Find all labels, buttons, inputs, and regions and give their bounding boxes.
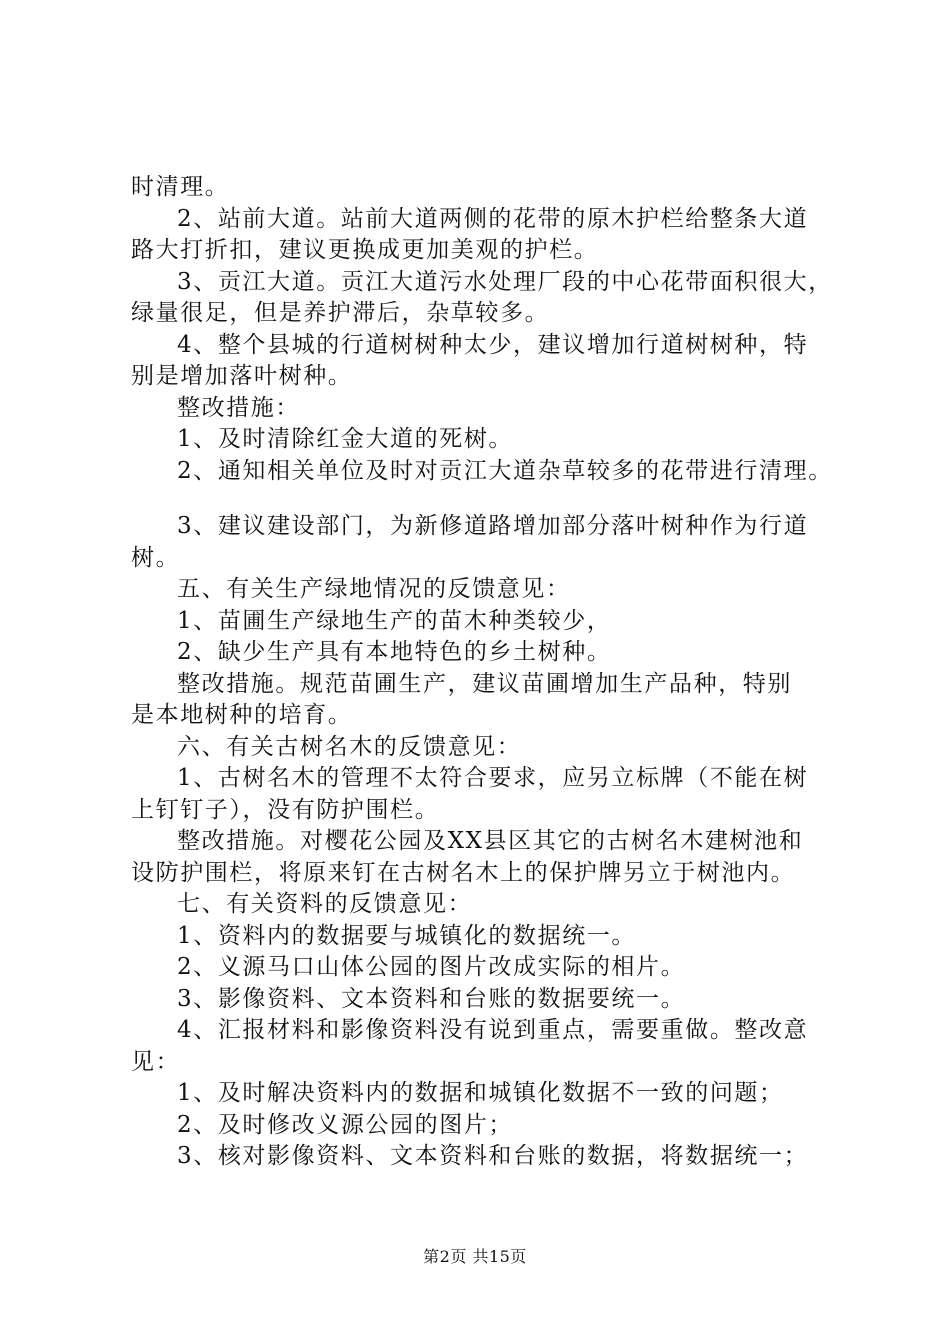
text-line: 绿量很足，但是养护滞后，杂草较多。 <box>131 300 550 326</box>
text-line: 设防护围栏，将原来钉在古树名木上的保护牌另立于树池内。 <box>131 859 796 886</box>
text-line: 整改措施。对樱花公园及XX县区其它的古树名木建树池和 <box>177 828 804 854</box>
text-line: 3、核对影像资料、文本资料和台账的数据，将数据统一； <box>177 1143 809 1169</box>
text-line: 时清理。 <box>131 174 230 200</box>
text-line: 上钉钉子），没有防护围栏。 <box>131 796 440 823</box>
text-line: 见： <box>131 1048 181 1075</box>
text-line: 2、义源马口山体公园的图片改成实际的相片。 <box>177 954 686 980</box>
page-number-footer: 第2页 共15页 <box>423 1247 527 1266</box>
section-heading: 六、有关古树名木的反馈意见： <box>177 733 522 760</box>
text-line: 2、通知相关单位及时对贡江大道杂草较多的花带进行清理。 <box>177 457 833 484</box>
text-line: 1、资料内的数据要与城镇化的数据统一。 <box>177 922 637 949</box>
text-line: 1、及时解决资料内的数据和城镇化数据不一致的问题； <box>177 1080 784 1106</box>
text-line: 3、影像资料、文本资料和台账的数据要统一。 <box>177 985 686 1012</box>
text-line: 1、古树名木的管理不太符合要求，应另立标牌（不能在树 <box>177 765 809 791</box>
text-line: 别是增加落叶树种。 <box>131 363 353 389</box>
text-line: 是本地树种的培育。 <box>131 702 353 728</box>
text-line: 树。 <box>131 544 181 571</box>
section-heading: 七、有关资料的反馈意见： <box>177 891 473 917</box>
section-heading: 五、有关生产绿地情况的反馈意见： <box>177 576 571 602</box>
text-line: 路大打折扣，建议更换成更加美观的护栏。 <box>131 237 599 263</box>
text-line: 2、及时修改义源公园的图片； <box>177 1111 514 1138</box>
section-heading: 整改措施： <box>177 394 300 421</box>
text-line: 3、建议建设部门，为新修道路增加部分落叶树种作为行道 <box>177 513 809 539</box>
text-line: 4、汇报材料和影像资料没有说到重点，需要重做。整改意 <box>177 1017 809 1043</box>
text-line: 3、贡江大道。贡江大道污水处理厂段的中心花带面积很大， <box>177 268 833 295</box>
text-line: 2、站前大道。站前大道两侧的花带的原木护栏给整条大道 <box>177 205 809 232</box>
document-body <box>131 172 851 1173</box>
text-line: 1、及时清除红金大道的死树。 <box>177 426 514 452</box>
text-line: 整改措施。规范苗圃生产，建议苗圃增加生产品种，特别 <box>177 670 792 697</box>
paragraph-gap <box>131 487 851 511</box>
text-line: 2、缺少生产具有本地特色的乡土树种。 <box>177 639 612 665</box>
text-line: 4、整个县城的行道树树种太少，建议增加行道树树种，特 <box>177 331 809 358</box>
text-line: 1、苗圃生产绿地生产的苗木种类较少， <box>177 607 612 634</box>
